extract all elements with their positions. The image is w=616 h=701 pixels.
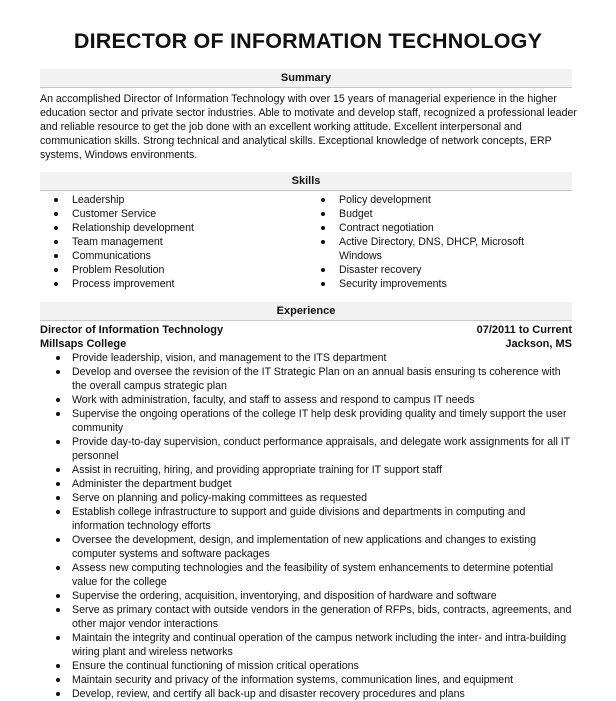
skill-item: Contract negotiation	[321, 221, 551, 235]
duty-item: Assess new computing technologies and the feasibility of system enhancements to determine potential value for the college	[56, 561, 576, 589]
duty-item: Supervise the ordering, acquisition, inventorying, and disposition of hardware and software	[56, 589, 576, 603]
duty-item: Maintain the integrity and continual operation of the campus network including the inter- and intra-building wiring plant and wireless networks	[56, 631, 576, 659]
duty-item: Administer the department budget	[56, 477, 576, 491]
skill-item: Customer Service	[54, 207, 284, 221]
skill-item: Relationship development	[54, 221, 284, 235]
skill-item: Disaster recovery	[321, 263, 551, 277]
duty-item: Develop, review, and certify all back-up and disaster recovery procedures and plans	[56, 687, 576, 701]
duty-item: Oversee the development, design, and implementation of new applications and changes to existing computer systems and software packages	[56, 533, 576, 561]
section-header-experience: Experience	[40, 302, 572, 321]
skills-list-left	[54, 193, 284, 291]
skill-item: Leadership	[54, 193, 284, 207]
skills-list-right	[321, 193, 551, 291]
section-header-summary: Summary	[40, 69, 572, 88]
duty-item: Supervise the ongoing operations of the college IT help desk providing quality and timely support the user community	[56, 407, 576, 435]
summary-text: An accomplished Director of Information Technology with over 15 years of managerial experience in the higher education sector and private sector industries. Able to motivate and develop staff, recognized a professional leader and reliable resource to get the job done with an excellent working attitude. Excellent interpersonal and communication skills. Strong technical and analytical skills. Exceptional knowledge of network concepts, ERP systems, Windows environments.	[40, 93, 577, 161]
job-title-row	[40, 323, 572, 337]
skill-item: Process improvement	[54, 277, 284, 291]
skill-item: Security improvements	[321, 277, 551, 291]
skill-item: Communications	[54, 249, 284, 263]
skill-item: Active Directory, DNS, DHCP, Microsoft Windows	[321, 235, 551, 263]
skill-item: Policy development	[321, 193, 551, 207]
job-duties-list	[56, 351, 576, 701]
duty-item: Serve on planning and policy-making committees as requested	[56, 491, 576, 505]
duty-item: Ensure the continual functioning of mission critical operations	[56, 659, 576, 673]
duty-item: Serve as primary contact with outside vendors in the generation of RFPs, bids, contracts, agreements, and other major vendor interactions	[56, 603, 576, 631]
job-title: Director of Information Technology	[40, 324, 224, 336]
duty-item: Assist in recruiting, hiring, and providing appropriate training for IT support staff	[56, 463, 576, 477]
duty-item: Work with administration, faculty, and staff to assess and respond to campus IT needs	[56, 393, 576, 407]
duty-item: Provide day-to-day supervision, conduct performance appraisals, and delegate work assignments for all IT personnel	[56, 435, 576, 463]
duty-item: Provide leadership, vision, and management to the ITS department	[56, 351, 576, 365]
duty-item: Establish college infrastructure to support and guide divisions and departments in computing and information technology efforts	[56, 505, 576, 533]
section-header-skills: Skills	[40, 172, 572, 191]
job-location: Jackson, MS	[505, 338, 572, 350]
job-dates: 07/2011 to Current	[476, 324, 572, 336]
duty-item: Develop and oversee the revision of the IT Strategic Plan on an annual basis ensuring ts coherence with the overall campus strategic plan	[56, 365, 576, 393]
skill-item: Team management	[54, 235, 284, 249]
skill-item: Budget	[321, 207, 551, 221]
skill-item: Problem Resolution	[54, 263, 284, 277]
duty-item: Maintain security and privacy of the information systems, communication lines, and equipment	[56, 673, 576, 687]
job-company-row	[40, 337, 572, 351]
job-company: Millsaps College	[40, 338, 127, 350]
resume-title: DIRECTOR OF INFORMATION TECHNOLOGY	[73, 29, 543, 53]
